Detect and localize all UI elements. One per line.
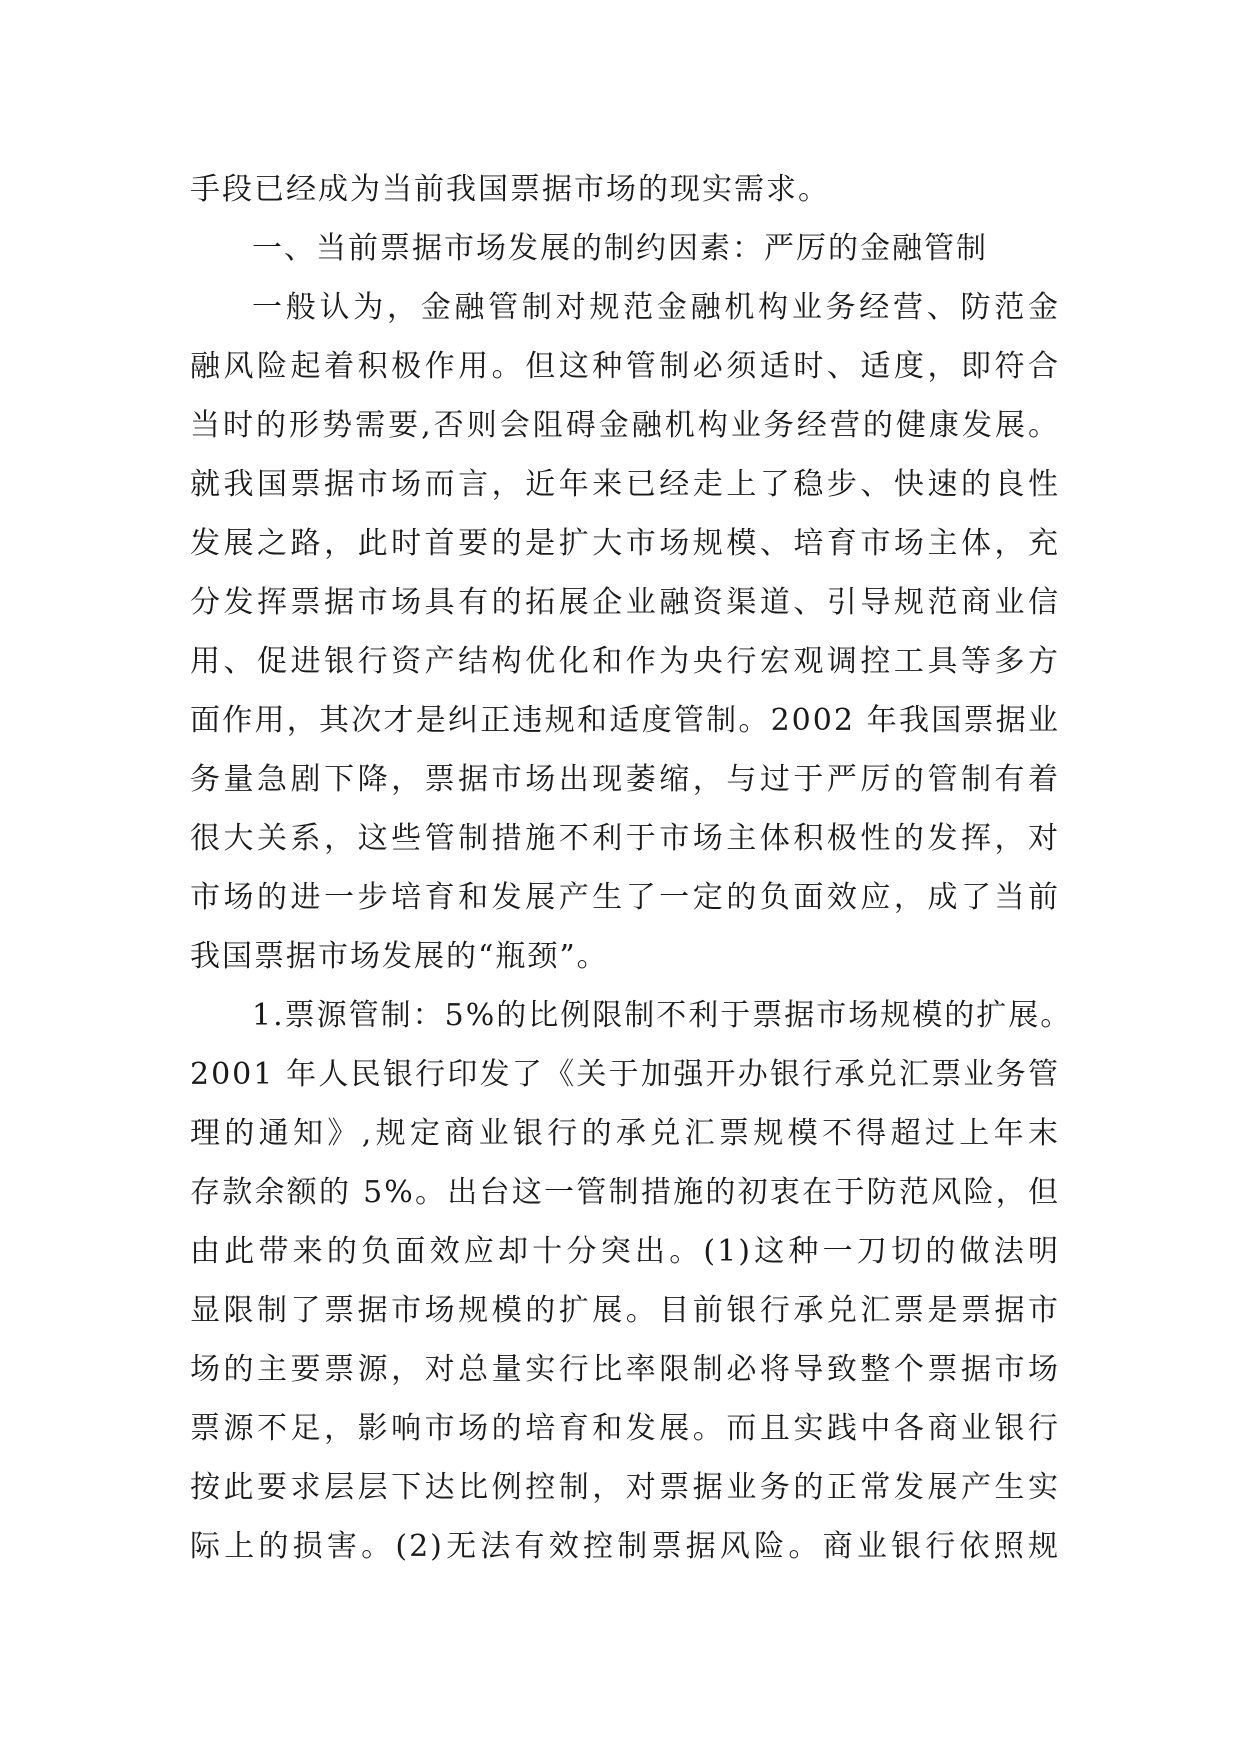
text-line: 手段已经成为当前我国票据市场的现实需求。 (190, 172, 830, 207)
section-heading: 一、当前票据市场发展的制约因素：严厉的金融管制 (252, 231, 988, 266)
text-line: 由此带来的负面效应却十分突出。(1)这种一刀切的做法明 (190, 1234, 1060, 1269)
text-line: 2001 年人民银行印发了《关于加强开办银行承兑汇票业务管 (190, 1057, 1060, 1092)
text-line: 当时的形势需要,否则会阻碍金融机构业务经营的健康发展。 (190, 408, 1060, 443)
text-line: 按此要求层层下达比例控制，对票据业务的正常发展产生实 (190, 1470, 1060, 1505)
text-line: 发展之路，此时首要的是扩大市场规模、培育市场主体，充 (190, 526, 1060, 561)
text-line: 票源不足，影响市场的培育和发展。而且实践中各商业银行 (190, 1411, 1060, 1446)
text-line: 用、促进银行资产结构优化和作为央行宏观调控工具等多方 (190, 644, 1060, 679)
text-line: 融风险起着积极作用。但这种管制必须适时、适度，即符合 (190, 349, 1060, 384)
text-line: 显限制了票据市场规模的扩展。目前银行承兑汇票是票据市 (190, 1293, 1060, 1328)
text-line: 存款余额的 5%。出台这一管制措施的初衷在于防范风险，但 (190, 1175, 1060, 1210)
text-line: 理的通知》,规定商业银行的承兑汇票规模不得超过上年末 (190, 1116, 1060, 1151)
text-line: 场的主要票源，对总量实行比率限制必将导致整个票据市场 (190, 1352, 1060, 1387)
text-line: 市场的进一步培育和发展产生了一定的负面效应，成了当前 (190, 880, 1060, 915)
text-line: 务量急剧下降，票据市场出现萎缩，与过于严厉的管制有着 (190, 762, 1060, 797)
text-line: 1.票源管制：5%的比例限制不利于票据市场规模的扩展。 (252, 998, 1073, 1033)
text-line: 际上的损害。(2)无法有效控制票据风险。商业银行依照规 (190, 1529, 1060, 1564)
text-line: 我国票据市场发展的“瓶颈”。 (190, 939, 609, 974)
text-line: 就我国票据市场而言，近年来已经走上了稳步、快速的良性 (190, 467, 1060, 502)
text-line: 面作用，其次才是纠正违规和适度管制。2002 年我国票据业 (190, 703, 1060, 738)
body-text (190, 160, 1073, 1576)
text-line: 一般认为，金融管制对规范金融机构业务经营、防范金 (252, 290, 1060, 325)
text-line: 分发挥票据市场具有的拓展企业融资渠道、引导规范商业信 (190, 585, 1060, 620)
text-line: 很大关系，这些管制措施不利于市场主体积极性的发挥，对 (190, 821, 1060, 856)
